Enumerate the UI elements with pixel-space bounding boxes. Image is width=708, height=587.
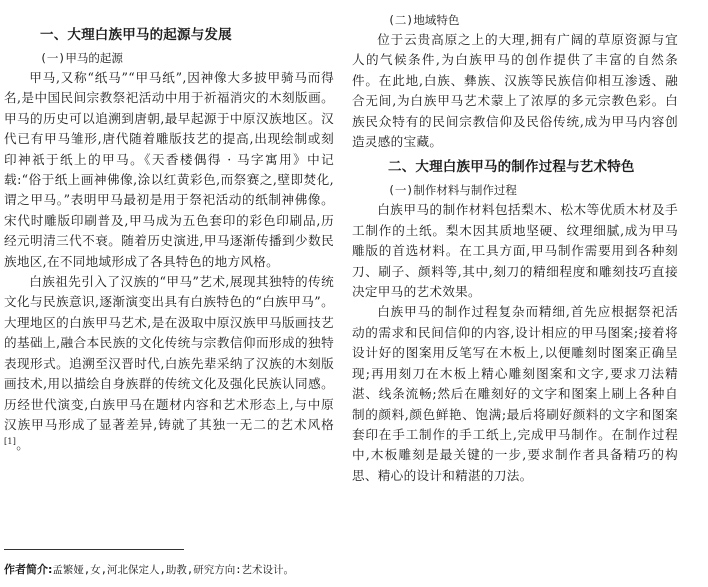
section-heading-1: 一、大理白族甲马的起源与发展 <box>40 27 232 43</box>
author-footnote-label: 作者简介: <box>4 563 53 576</box>
footnote-divider <box>4 549 184 550</box>
paragraph-bai-jiama-text: 白族祖先引入了汉族的“甲马”艺术,展现其独特的传统文化与民族意识,逐渐演变出具有白族特色的“白族甲马”。大理地区的白族甲马艺术,是在汲取中原汉族甲马版画技艺的基础上,融合本民族的文化传统与宗教信仰而形成的独特表现形式。追溯至汉晋时代,白族先辈采纳了汉族的木刻版画技术,用以描绘自身族群的传统文化及强化民族认同感。历经世代演变,白族甲马在题材内容和艺术形态上,与中原汉族甲马形成了显著差异,铸就了其独一无二的艺术风格 <box>4 274 334 432</box>
author-footnote <box>4 562 294 578</box>
paragraph-end-punct: 。 <box>16 437 30 453</box>
subsection-heading-regional: (二)地域特色 <box>388 13 460 27</box>
subsection-heading-materials: (一)制作材料与制作过程 <box>388 183 517 198</box>
right-column <box>352 10 678 486</box>
paragraph-bai-jiama <box>4 272 334 456</box>
section-heading-2: 二、大理白族甲马的制作过程与艺术特色 <box>388 159 635 176</box>
paragraph-process: 白族甲马的制作过程复杂而精细,首先应根据祭祀活动的需求和民间信仰的内容,设计相应的甲马图案;接着将设计好的图案用反笔写在木板上,以便雕刻时图案正确呈现;再用刻刀在木板上精心雕刻图案和文字,要求刀法精湛、线条流畅;然后在雕刻好的文字和图案上刷上各种自制的颜料,颜色鲜艳、饱满;最后将刷好颜料的文字和图案套印在手工制作的手工纸上,完成甲马制作。在制作过程中,木板雕刻是最关键的一步,要求制作者具备精巧的构思、精心的设计和精湛的刀法。 <box>352 304 678 483</box>
subsection-heading-origin: (一)甲马的起源 <box>40 51 123 65</box>
paragraph-regional: 位于云贵高原之上的大理,拥有广阔的草原资源与宜人的气候条件,为白族甲马的创作提供了丰富的自然条件。在此地,白族、彝族、汉族等民族信仰相互渗透、融合无间,为白族甲马艺术蒙上了浓厚的多元宗教色彩。白族民众特有的民间宗教信仰及民俗传统,成为甲马内容创造灵感的宝藏。 <box>352 32 678 150</box>
left-column <box>4 10 334 456</box>
author-footnote-text: 孟繁娅,女,河北保定人,助教,研究方向:艺术设计。 <box>52 564 295 576</box>
paragraph-origin: 甲马,又称“纸马”“甲马纸”,因神像大多披甲骑马而得名,是中国民间宗教祭祀活动中用于祈福消灾的木刻版画。甲马的历史可以追溯到唐朝,最早起源于中原汉族地区。汉代已有甲马雏形,唐代随着雕版技艺的提高,出现绘制或刻印神祇于纸上的甲马。《天香楼偶得 · 马字寓用》中记载:“俗于纸上画神佛像,涂以红黄彩色,而祭赛之,壁即焚化,谓之甲马。”表明甲马最初是用于祭祀活动的纸制神佛像。宋代时雕版印刷普及,甲马成为五色套印的彩色印刷品,历经元明清三代不衰。随着历史演进,甲马逐渐传播到少数民族地区,在不同地域形成了各具特色的地方风格。 <box>4 70 334 269</box>
paragraph-materials: 白族甲马的制作材料包括梨木、松木等优质木材及手工制作的土纸。梨木因其质地坚硬、纹理细腻,成为甲马雕版的首选材料。在工具方面,甲马制作需要用到各种刻刀、刷子、颜料等,其中,刻刀的精细程度和雕刻技巧直接决定甲马的艺术效果。 <box>352 202 678 300</box>
citation-ref[interactable]: [1] <box>4 437 17 447</box>
